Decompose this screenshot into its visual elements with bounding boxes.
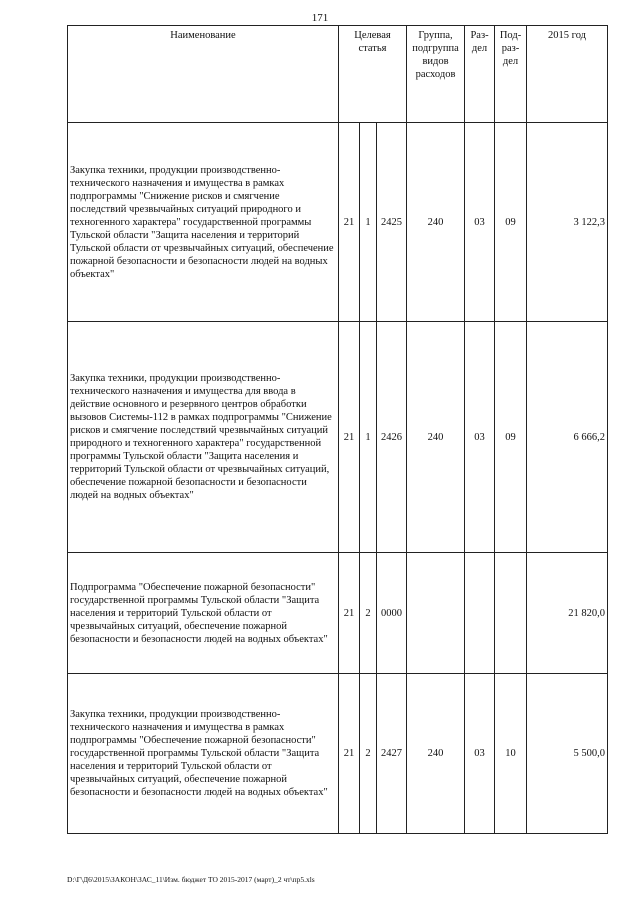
- table-row: [68, 123, 608, 322]
- header-row: [68, 26, 608, 123]
- table-row: [68, 674, 608, 834]
- row-code-program: 21: [339, 123, 360, 322]
- budget-table: [67, 25, 608, 834]
- footer-file-path: D:\Г\Д6\2015\ЗАКОН\ЗАС_11\Изм. бюджет ТО 2015-2017 (март)_2 чт\пр5.xls: [67, 875, 315, 884]
- row-amount: 5 500,0: [527, 674, 608, 834]
- row-code-program: 21: [339, 322, 360, 553]
- row-expense-group: 240: [407, 674, 465, 834]
- header-target-article: Целевая статья: [339, 26, 407, 123]
- row-subsection: 09: [495, 322, 527, 553]
- row-code-direction: 2426: [377, 322, 407, 553]
- row-amount: 21 820,0: [527, 553, 608, 674]
- row-code-direction: 2425: [377, 123, 407, 322]
- row-code-subprogram: 2: [360, 674, 377, 834]
- row-expense-group: 240: [407, 322, 465, 553]
- row-code-program: 21: [339, 674, 360, 834]
- row-code-direction: 2427: [377, 674, 407, 834]
- row-section: 03: [465, 322, 495, 553]
- row-name: Подпрограмма "Обеспечение пожарной безопасности" государственной программы Тульской области "Защита населения и территорий Тульской области от чрезвычайных ситуаций, обеспечение пожарной безопасности и безопасности людей на водных объектах": [68, 553, 339, 674]
- row-subsection: [495, 553, 527, 674]
- header-year: 2015 год: [527, 26, 608, 123]
- table-row: [68, 322, 608, 553]
- header-subsection: Подраздел: [495, 26, 527, 123]
- row-section: 03: [465, 674, 495, 834]
- row-name: Закупка техники, продукции производственно-технического назначения и имущества в рамках подпрограммы "Обеспечение пожарной безопасности" государственной программы Тульской области "Защита населения и территорий Тульской области от чрезвычайных ситуаций, обеспечение пожарной безопасности и безопасности людей на водных объектах": [68, 674, 339, 834]
- row-expense-group: [407, 553, 465, 674]
- row-section: [465, 553, 495, 674]
- row-code-subprogram: 1: [360, 322, 377, 553]
- row-code-program: 21: [339, 553, 360, 674]
- header-expense-group: Группа, подгруппа видов расходов: [407, 26, 465, 123]
- header-name: Наименование: [68, 26, 339, 123]
- header-section: Раздел: [465, 26, 495, 123]
- row-name: Закупка техники, продукции производственно-технического назначения и имущества для ввода в действие основного и резервного центров обработки вызовов Системы-112 в рамках подпрограммы "Снижение рисков и смягчение последствий чрезвычайных ситуаций природного и техногенного характера" государственной программы Тульской области "Защита населения и территорий Тульской области от чрезвычайных ситуаций, обеспечение пожарной безопасности и безопасности людей на водных объектах": [68, 322, 339, 553]
- row-subsection: 09: [495, 123, 527, 322]
- row-amount: 6 666,2: [527, 322, 608, 553]
- row-code-subprogram: 1: [360, 123, 377, 322]
- page-number: 171: [311, 12, 329, 24]
- row-expense-group: 240: [407, 123, 465, 322]
- row-section: 03: [465, 123, 495, 322]
- row-name: Закупка техники, продукции производственно-технического назначения и имущества в рамках подпрограммы "Снижение рисков и смягчение последствий чрезвычайных ситуаций природного и техногенного характера" государственной программы Тульской области "Защита населения и территорий Тульской области от чрезвычайных ситуаций, обеспечение пожарной безопасности и безопасности людей на водных объектах": [68, 123, 339, 322]
- row-code-direction: 0000: [377, 553, 407, 674]
- row-amount: 3 122,3: [527, 123, 608, 322]
- row-code-subprogram: 2: [360, 553, 377, 674]
- row-subsection: 10: [495, 674, 527, 834]
- table-row: [68, 553, 608, 674]
